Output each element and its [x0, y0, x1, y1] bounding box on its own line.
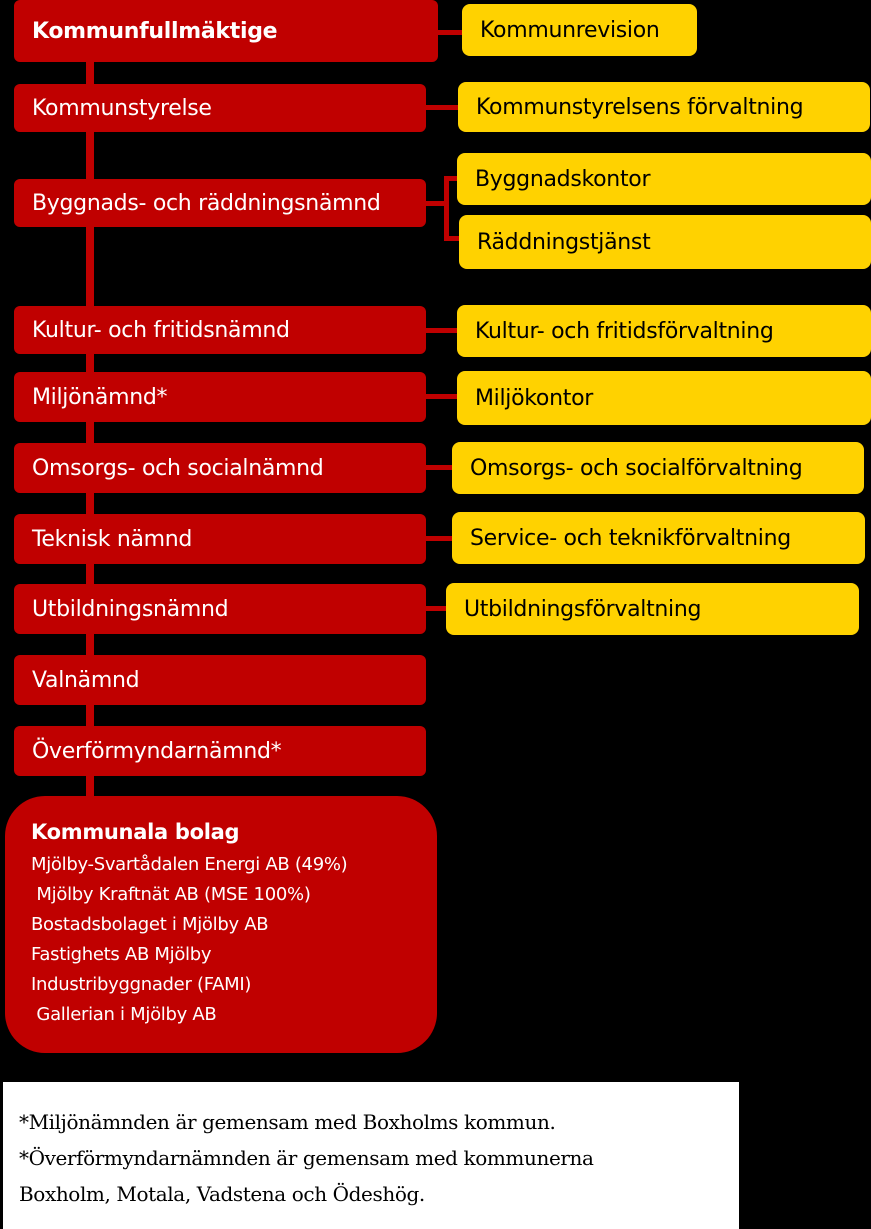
admin-miljokontor — [457, 371, 871, 425]
connector-omsorg — [425, 465, 454, 470]
admin-label: Service- och teknikförvaltning — [470, 525, 791, 551]
admin-omsorgs-och-socialforvaltning — [452, 442, 864, 494]
company-item: Mjölby Kraftnät AB (MSE 100%) — [31, 884, 311, 905]
admin-raddningstjanst — [459, 215, 871, 269]
board-label: Utbildningsnämnd — [32, 596, 229, 622]
board-label: Kultur- och fritidsnämnd — [32, 317, 290, 343]
connector-byggnads — [425, 201, 447, 206]
admin-service-och-teknikforvaltning — [452, 512, 865, 564]
board-label: Byggnads- och räddningsnämnd — [32, 190, 381, 216]
connector-raddningstjanst — [444, 236, 460, 241]
admin-label: Byggnadskontor — [475, 166, 651, 192]
board-valnamnd — [14, 655, 426, 705]
company-item: Gallerian i Mjölby AB — [31, 1004, 217, 1025]
council-label: Kommunfullmäktige — [32, 18, 278, 44]
connector-byggnadskontor — [444, 176, 458, 181]
footnote-line: Boxholm, Motala, Vadstena och Ödeshög. — [19, 1182, 425, 1206]
connector-teknisk — [425, 536, 454, 541]
board-miljonamnd — [14, 372, 426, 422]
board-label: Kommunstyrelse — [32, 95, 212, 121]
municipal-companies-box — [5, 796, 437, 1053]
board-omsorgs-och-socialnamnd — [14, 443, 426, 493]
board-kommunstyrelse — [14, 84, 426, 132]
company-item: Mjölby-Svartådalen Energi AB (49%) — [31, 854, 348, 875]
board-label: Miljönämnd* — [32, 384, 168, 410]
admin-utbildningsforvaltning — [446, 583, 859, 635]
board-label: Omsorgs- och socialnämnd — [32, 455, 324, 481]
audit-label: Kommunrevision — [480, 17, 660, 43]
admin-byggnadskontor — [457, 153, 871, 205]
board-byggnads-och-raddningsnamnd — [14, 179, 426, 227]
board-label: Teknisk nämnd — [32, 526, 193, 552]
company-item: Industribyggnader (FAMI) — [31, 974, 252, 995]
footnote-line: *Överförmyndarnämnden är gemensam med kommunerna — [19, 1146, 594, 1170]
admin-kultur-och-fritidsforvaltning — [457, 305, 871, 357]
admin-label: Miljökontor — [475, 385, 593, 411]
company-item: Bostadsbolaget i Mjölby AB — [31, 914, 269, 935]
board-overformyndarnamnd — [14, 726, 426, 776]
admin-label: Räddningstjänst — [477, 229, 651, 255]
connector-kommunstyrelse — [425, 105, 459, 110]
connector-miljo — [425, 394, 459, 399]
admin-label: Kultur- och fritidsförvaltning — [475, 318, 774, 344]
council-box — [14, 0, 438, 62]
footnote-box — [3, 1082, 739, 1229]
admin-label: Omsorgs- och socialförvaltning — [470, 455, 803, 481]
board-label: Överförmyndarnämnd* — [32, 738, 282, 764]
admin-kommunstyrelsens-forvaltning — [458, 82, 870, 132]
connector-kultur — [425, 328, 459, 333]
board-kultur-och-fritidsnamnd — [14, 306, 426, 354]
connector-audit — [436, 30, 462, 35]
companies-title: Kommunala bolag — [31, 820, 240, 844]
audit-box — [462, 4, 697, 56]
footnote-line: *Miljönämnden är gemensam med Boxholms kommun. — [19, 1110, 556, 1134]
connector-byggnads-bracket — [444, 176, 449, 240]
connector-utbildning — [425, 606, 448, 611]
board-utbildningsnamnd — [14, 584, 426, 634]
admin-label: Utbildningsförvaltning — [464, 596, 702, 622]
board-label: Valnämnd — [32, 667, 140, 693]
board-teknisk-namnd — [14, 514, 426, 564]
admin-label: Kommunstyrelsens förvaltning — [476, 94, 804, 120]
company-item: Fastighets AB Mjölby — [31, 944, 212, 965]
